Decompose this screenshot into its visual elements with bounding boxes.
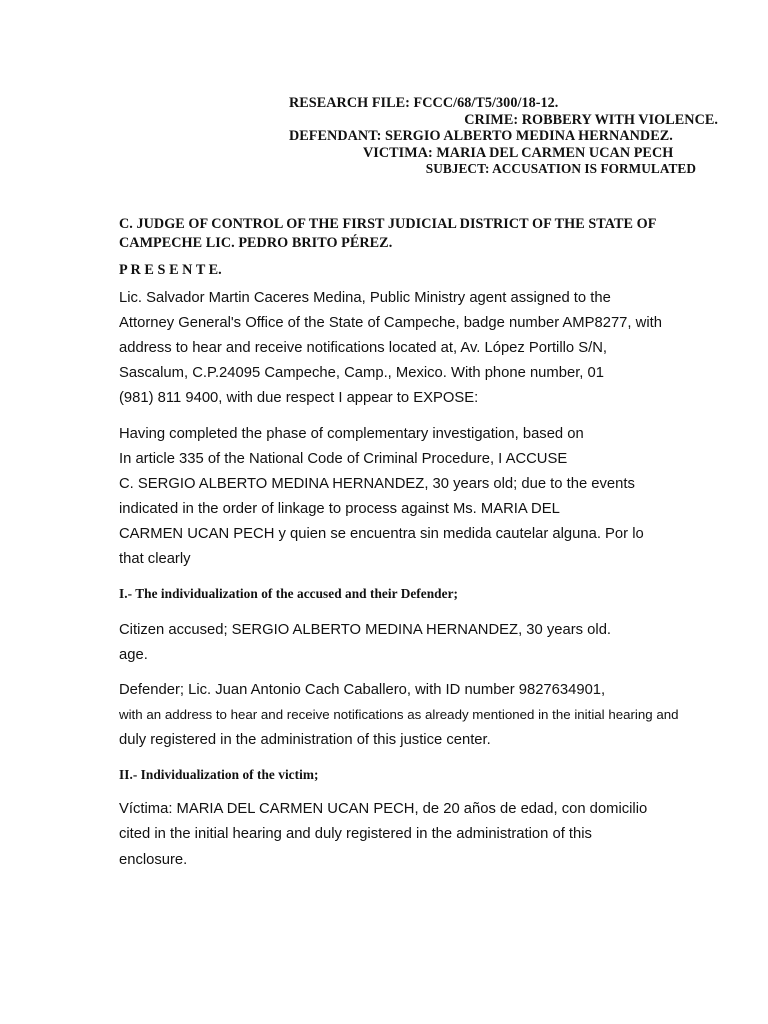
- accusation-line: indicated in the order of linkage to process against Ms. MARIA DEL: [119, 501, 560, 517]
- presente-heading: P R E S E N T E.: [119, 262, 222, 278]
- accusation-line: that clearly: [119, 551, 191, 567]
- victima-line: VICTIMA: MARIA DEL CARMEN UCAN PECH: [363, 145, 674, 161]
- intro-line: (981) 811 9400, with due respect I appear to EXPOSE:: [119, 390, 479, 406]
- addressee-line-1: C. JUDGE OF CONTROL OF THE FIRST JUDICIAL DISTRICT OF THE STATE OF: [119, 216, 657, 232]
- crime-line: CRIME: ROBBERY WITH VIOLENCE.: [464, 112, 718, 128]
- victim-line-2: cited in the initial hearing and duly registered in the administration of this: [119, 826, 592, 842]
- accusation-line: Having completed the phase of complementary investigation, based on: [119, 426, 584, 442]
- subject-line: SUBJECT: ACCUSATION IS FORMULATED: [425, 161, 696, 176]
- intro-line: Attorney General's Office of the State of Campeche, badge number AMP8277, with: [119, 315, 662, 331]
- defender-line-1: Defender; Lic. Juan Antonio Cach Caballero, with ID number 9827634901,: [119, 682, 606, 698]
- intro-line: Lic. Salvador Martin Caceres Medina, Public Ministry agent assigned to the: [119, 290, 611, 306]
- victim-line-1: Víctima: MARIA DEL CARMEN UCAN PECH, de 20 años de edad, con domicilio: [119, 801, 648, 817]
- research-file-line: RESEARCH FILE: FCCC/68/T5/300/18-12.: [289, 95, 559, 111]
- addressee-line-2: CAMPECHE LIC. PEDRO BRITO PÉREZ.: [119, 235, 393, 251]
- intro-line: address to hear and receive notifications located at, Av. López Portillo S/N,: [119, 340, 608, 356]
- accused-line-1: Citizen accused; SERGIO ALBERTO MEDINA HERNANDEZ, 30 years old.: [119, 622, 612, 638]
- defender-line-3: duly registered in the administration of this justice center.: [119, 732, 491, 748]
- defender-line-2: with an address to hear and receive notifications as already mentioned in the initial hearing and: [119, 707, 679, 722]
- intro-line: Sascalum, C.P.24095 Campeche, Camp., Mexico. With phone number, 01: [119, 365, 604, 381]
- victim-line-3: enclosure.: [119, 852, 188, 868]
- accused-line-2: age.: [119, 647, 148, 663]
- accusation-line: In article 335 of the National Code of Criminal Procedure, I ACCUSE: [119, 451, 568, 467]
- defendant-line: DEFENDANT: SERGIO ALBERTO MEDINA HERNANDEZ.: [289, 128, 673, 144]
- section-2-heading: II.- Individualization of the victim;: [119, 767, 319, 782]
- accusation-line: CARMEN UCAN PECH y quien se encuentra sin medida cautelar alguna. Por lo: [119, 526, 644, 542]
- accusation-line: C. SERGIO ALBERTO MEDINA HERNANDEZ, 30 years old; due to the events: [119, 476, 635, 492]
- section-1-heading: I.- The individualization of the accused and their Defender;: [119, 586, 459, 601]
